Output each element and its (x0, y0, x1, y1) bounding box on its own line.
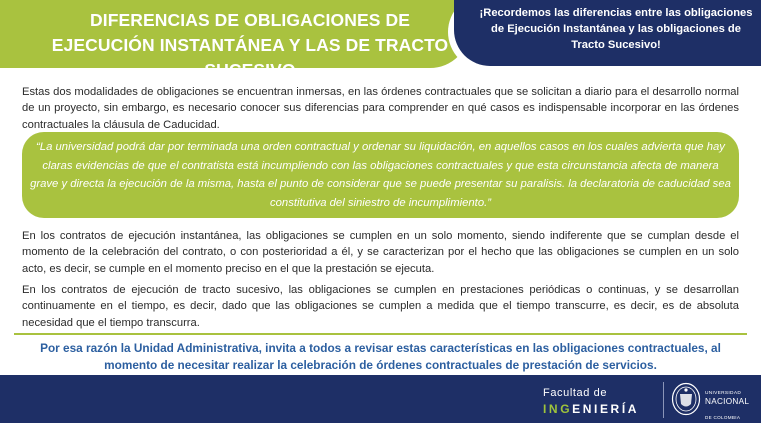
university-label-country: DE COLOMBIA (705, 415, 741, 420)
header-subtitle: ¡Recordemos las diferencias entre las obligaciones de Ejecución Instantánea y las obligaciones de Tracto Sucesivo! (479, 7, 753, 51)
faculty-name (543, 402, 639, 416)
tracto-paragraph: En los contratos de ejecución de tracto sucesivo, las obligaciones se cumplen en prestaciones periódicas o continuas, y se desarrollan continuamente en el tiempo, es decir, dado que las obligaciones se cumplen a medida que el tiempo transcurre, es decir, es de absoluta necesidad que el tiempo transcurra. (22, 284, 739, 329)
faculty-prefix: Facultad de (543, 387, 608, 399)
page-title: DIFERENCIAS DE OBLIGACIONES DE EJECUCIÓN INSTANTÁNEA Y LAS DE TRACTO SUCESIVO (51, 10, 449, 80)
faculty-name-rest: ENIERÍA (572, 402, 640, 416)
instantanea-paragraph: En los contratos de ejecución instantánea, las obligaciones se cumplen en un solo momento, siendo indiferente que se cumplan desde el momento de la celebración del contrato, o con posterioridad a él, y se caracterizan por el hecho que las obligaciones se cumplen en un solo acto, es decir, se cumple en el momento preciso en el que la prestación se ejecuta. (22, 230, 739, 275)
university-label-big: NACIONAL (705, 397, 750, 406)
quote-text: “La universidad podrá dar por terminada una orden contractual y ordenar su liquidación, en aquellos casos en los cuales advierta que hay claras evidencias de que el contratista está incumpliendo con las obligaciones contractuales y que esta circunstancia afecta de manera grave y directa la ejecución de la misma, hasta el punto de considerar que se puede presentar su paralisis. la declaratoria de caducidad sea constitutiva del siniestro de incumplimiento.” (30, 141, 731, 209)
intro-paragraph: Estas dos modalidades de obligaciones se encuentran inmersas, en las órdenes contractuales que se solicitan a diario para el desarrollo normal de un proyecto, sin embargo, es necesario conocer sus diferencias para comprender en qué casos es indispensable incorporar en las órdenes contractuales la cláusula de Caducidad. (22, 86, 739, 131)
divider (14, 333, 747, 335)
closing-message: Por esa razón la Unidad Administrativa, invita a todos a revisar estas características en las obligaciones contractuales, al momento de necesitar realizar la celebración de órdenes contractuales de prestación de servicios. (40, 341, 721, 372)
footer-separator (663, 382, 664, 418)
university-label-small: UNIVERSIDAD (705, 391, 742, 396)
faculty-name-highlight: ING (543, 402, 573, 416)
footer-bar (0, 375, 761, 423)
university-seal-icon (671, 382, 701, 416)
